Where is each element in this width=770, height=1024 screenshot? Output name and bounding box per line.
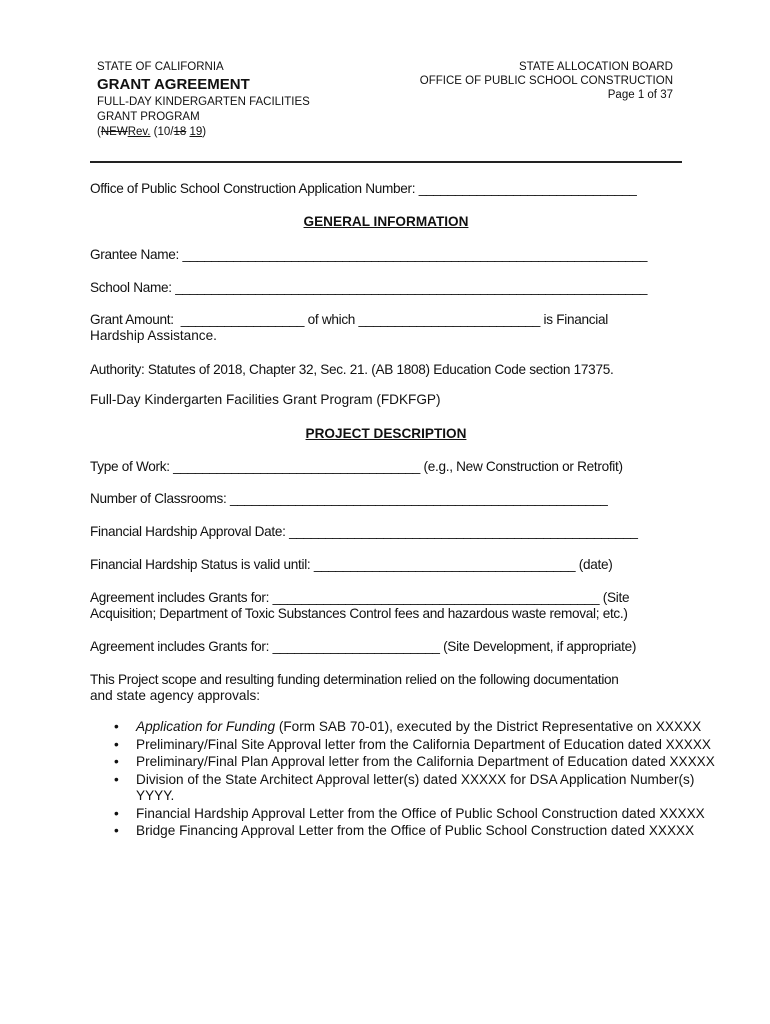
school-name-field[interactable]: School Name: _________________________________________________________________ <box>90 280 648 295</box>
program-subtitle-line-2: GRANT PROGRAM <box>97 111 200 123</box>
list-item: • Bridge Financing Approval Letter from the Office of Public School Construction dated XXXXX <box>136 823 728 840</box>
list-item: • Financial Hardship Approval Letter from the Office of Public School Construction dated XXXXX <box>136 806 728 823</box>
application-for-funding-title: Application for Funding <box>136 719 276 734</box>
board-name: STATE ALLOCATION BOARD <box>518 61 673 73</box>
list-item: • Preliminary/Final Plan Approval letter from the California Department of Education dated XXXXX <box>136 754 728 771</box>
document-title: GRANT AGREEMENT <box>97 76 250 93</box>
revision-new: Rev. <box>127 126 151 138</box>
site-acquisition-grants-field[interactable]: Agreement includes Grants for: _____________________________________________ (Site <box>90 590 630 605</box>
documentation-list <box>90 719 728 841</box>
hardship-valid-until-field[interactable]: Financial Hardship Status is valid until: ____________________________________ (date) <box>90 557 613 572</box>
revision-year-new: 19 <box>189 126 203 138</box>
page-number: Page 1 of 37 <box>607 89 673 101</box>
authority-text: Authority: Statutes of 2018, Chapter 32, Sec. 21. (AB 1808) Education Code section 17375. <box>90 362 614 377</box>
site-development-grants-field[interactable]: Agreement includes Grants for: _______________________ (Site Development, if appropriate) <box>90 639 637 654</box>
grant-amount-field[interactable]: Grant Amount: _________________ of which _________________________ is Financial <box>90 312 608 327</box>
revision-struck: NEW <box>100 126 128 138</box>
type-of-work-field[interactable]: Type of Work: __________________________________ (e.g., New Construction or Retrofit) <box>90 459 623 474</box>
program-name-text: Full-Day Kindergarten Facilities Grant Program (FDKFGP) <box>90 392 441 407</box>
number-of-classrooms-field[interactable]: Number of Classrooms: ____________________________________________________ <box>90 491 608 506</box>
site-acquisition-grants-continued: Acquisition; Department of Toxic Substances Control fees and hazardous waste removal; etc.) <box>90 606 628 621</box>
office-name: OFFICE OF PUBLIC SCHOOL CONSTRUCTION <box>419 75 673 87</box>
scope-statement-line-2: and state agency approvals: <box>90 688 261 703</box>
application-number-field[interactable]: Office of Public School Construction Application Number: ______________________________ <box>90 181 637 196</box>
scope-statement-line-1: This Project scope and resulting funding determination relied on the following documentation <box>90 672 619 687</box>
grant-amount-continued: Hardship Assistance. <box>90 328 217 343</box>
revision-open: ( <box>97 126 101 138</box>
hardship-approval-date-field[interactable]: Financial Hardship Approval Date: ________________________________________________ <box>90 524 638 539</box>
grantee-name-field[interactable]: Grantee Name: ________________________________________________________________ <box>90 247 648 262</box>
application-for-funding-detail: (Form SAB 70-01), executed by the District Representative on XXXXX <box>275 719 702 734</box>
list-item: • Preliminary/Final Site Approval letter from the California Department of Education dated XXXXX <box>136 737 728 754</box>
program-subtitle-line-1: FULL-DAY KINDERGARTEN FACILITIES <box>97 96 310 108</box>
project-description-heading: PROJECT DESCRIPTION <box>305 426 467 441</box>
revision-close: ) <box>202 126 207 138</box>
list-item <box>136 719 728 736</box>
state-label: STATE OF CALIFORNIA <box>97 61 224 73</box>
general-information-heading: GENERAL INFORMATION <box>303 214 469 229</box>
revision-mid: (10/ <box>150 126 174 138</box>
form-body <box>90 0 715 1024</box>
list-item: • Division of the State Architect Approval letter(s) dated XXXXX for DSA Application Number(s) YYYY. <box>136 772 728 805</box>
revision-year-struck: 18 <box>173 126 187 138</box>
